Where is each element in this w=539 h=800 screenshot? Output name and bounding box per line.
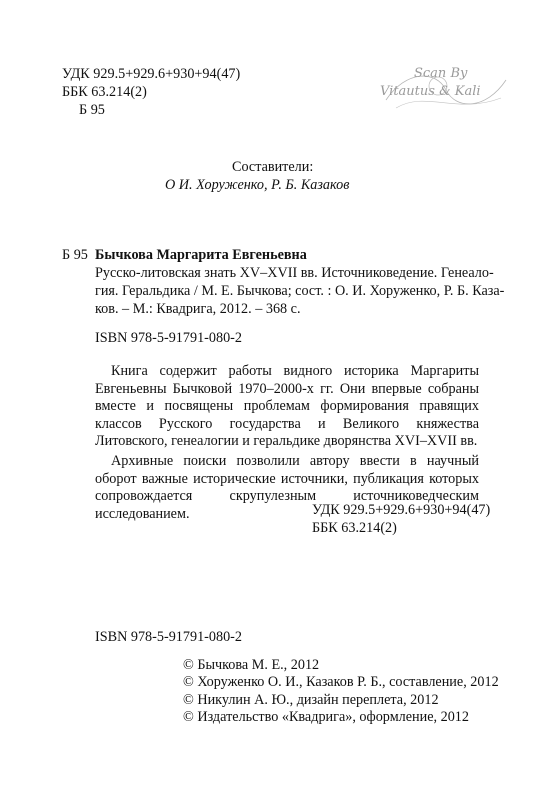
watermark-line2: Vitautus & Kali — [380, 84, 481, 99]
entry-line: ков. – М.: Квадрига, 2012. – 368 с. — [95, 301, 301, 317]
copyright-line: © Никулин А. Ю., дизайн переплета, 2012 — [183, 691, 439, 708]
entry-isbn: ISBN 978-5-91791-080-2 — [95, 330, 242, 346]
entry-line: Русско-литовская знать XV–XVII вв. Источниковедение. Генеало- — [95, 265, 494, 281]
compilers-names: О И. Хоруженко, Р. Б. Казаков — [165, 177, 350, 193]
compilers-label: Составители: — [232, 159, 314, 175]
copyright-line: © Бычкова М. Е., 2012 — [183, 657, 320, 673]
header-udk: УДК 929.5+929.6+930+94(47) — [62, 66, 241, 82]
annotation-paragraph: Книга содержит работы видного историка Маргариты Евгеньевны Бычковой 1970–2000-х гг. Они впервые собраны вместе и посвящены проблемам формирования правящих классов Русского государства и Великого княжества Литовского, генеалогии и геральдике дворянства XVI–XVII вв. — [95, 363, 479, 450]
annotation-udk: УДК 929.5+929.6+930+94(47) — [312, 502, 491, 518]
copyright-line: © Хоруженко О. И., Казаков Р. Б., составление, 2012 — [183, 674, 499, 691]
footer-isbn: ISBN 978-5-91791-080-2 — [95, 629, 242, 645]
scan-watermark — [376, 60, 516, 120]
annotation — [95, 363, 479, 523]
watermark-line1: Scan By — [414, 66, 468, 81]
copyright-line: © Издательство «Квадрига», оформление, 2012 — [183, 708, 469, 725]
copyright-list — [183, 657, 499, 726]
entry-author: Бычкова Маргарита Евгеньевна — [95, 247, 307, 263]
annotation-bbk: ББК 63.214(2) — [312, 520, 397, 536]
header-code: Б 95 — [79, 102, 105, 118]
entry-line: гия. Геральдика / М. Е. Бычкова; сост. : О. И. Хоруженко, Р. Б. Каза- — [95, 283, 505, 299]
entry-code: Б 95 — [62, 247, 88, 263]
annotation-paragraph: Архивные поиски позволили автору ввести в научный оборот важные исторические источники, публикация которых сопровождается скрупулезным источниковедческим исследованием. — [95, 452, 479, 522]
header-bbk: ББК 63.214(2) — [62, 84, 147, 100]
